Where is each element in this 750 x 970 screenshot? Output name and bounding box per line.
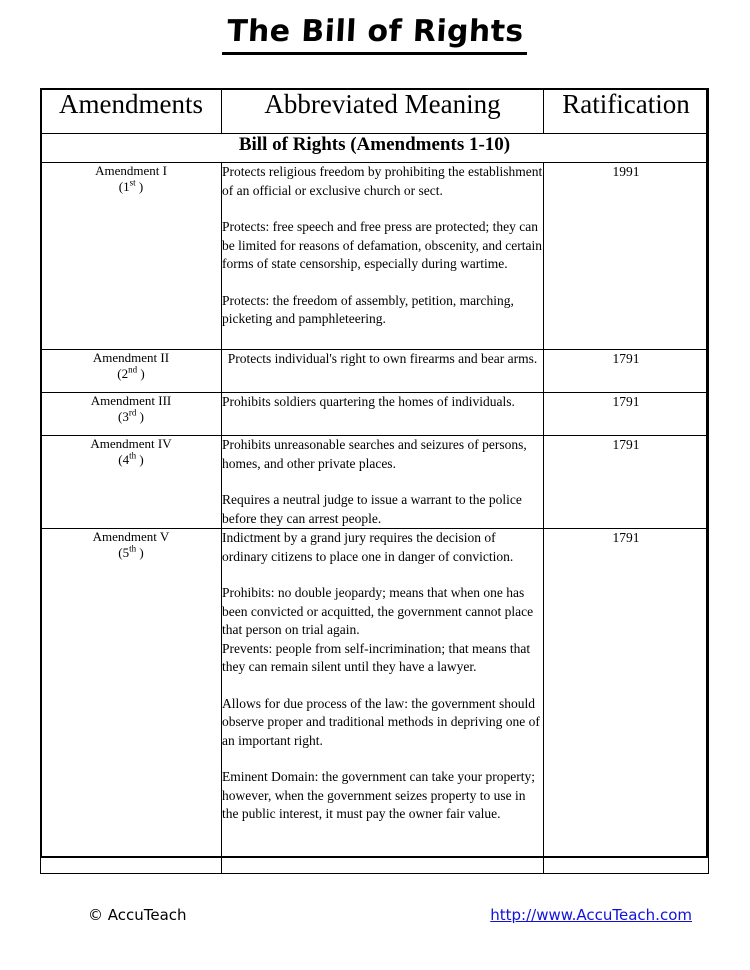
amendment-meaning-2: [222, 350, 544, 393]
banner-bill-of-rights: Bill of Rights (Amendments 1-10): [41, 134, 709, 163]
meaning-paragraph: Protects: free speech and free press are protected; they can be limited for reasons of defamation, obscenity, and certain forms of state censorship, especially during wartime.: [222, 219, 543, 271]
meaning-paragraph: Eminent Domain: the government can take your property; however, when the government seizes property to use in the public interest, it must pay the owner fair value.: [222, 769, 536, 821]
table-header-row: [41, 89, 709, 134]
column-header-ratification: Ratification: [544, 89, 709, 134]
amendment-name: Amendment IV: [90, 436, 172, 451]
meaning-paragraph: Protects religious freedom by prohibiting the establishment of an official or exclusive church or sect.: [222, 164, 543, 198]
meaning-paragraph: Allows for due process of the law: the government should observe proper and traditional methods in depriving one of an important right.: [222, 695, 540, 748]
amendment-ordinal: (2nd ): [117, 364, 145, 381]
amendment-meaning-3: [222, 393, 544, 436]
ratification-year-2: 1791: [544, 350, 709, 393]
meaning-paragraph: Protects: the freedom of assembly, petition, marching, picketing and pamphleteering.: [222, 292, 514, 326]
meaning-paragraph: Prevents: people from self-incrimination; that means that they can remain silent until they have a lawyer.: [222, 640, 531, 674]
amendment-label-2: [41, 350, 222, 393]
amendment-label-1: [41, 163, 222, 350]
page-footer: [0, 902, 750, 934]
table-row: [41, 393, 709, 436]
ratification-year-4: 1791: [544, 436, 709, 529]
bill-of-rights-table: [40, 88, 709, 874]
table-banner-row: [41, 134, 709, 163]
meaning-paragraph: Indictment by a grand jury requires the decision of ordinary citizens to place one in danger of conviction.: [222, 530, 514, 564]
table-row: [41, 350, 709, 393]
table-row: [41, 163, 709, 350]
amendment-label-3: [41, 393, 222, 436]
ratification-year-1: 1991: [544, 163, 709, 350]
ratification-year-3: 1791: [544, 393, 709, 436]
column-header-meaning: Abbreviated Meaning: [222, 89, 544, 134]
table-row: [41, 436, 709, 529]
meaning-paragraph: Prohibits: no double jeopardy; means that when one has been convicted or acquitted, the government cannot place that person on trial again.: [222, 585, 534, 637]
table-row: [41, 529, 709, 874]
amendment-name: Amendment II: [92, 350, 170, 365]
amendment-meaning-4: [222, 436, 544, 529]
amendment-ordinal: (4th ): [118, 450, 144, 467]
amendment-meaning-1: [222, 163, 544, 350]
page-title-text: The Bill of Rights: [222, 14, 529, 55]
amendment-meaning-5: [222, 529, 544, 874]
ratification-year-5: 1791: [544, 529, 709, 874]
amendment-ordinal: (5th ): [118, 543, 144, 560]
meaning-paragraph: Protects individual's right to own firearms and bear arms.: [227, 351, 538, 366]
amendment-name: Amendment V: [92, 529, 170, 544]
accuteach-website-link[interactable]: http://www.AccuTeach.com: [490, 906, 692, 924]
amendment-name: Amendment III: [90, 393, 172, 408]
amendment-name: Amendment I: [95, 163, 167, 178]
meaning-paragraph: Requires a neutral judge to issue a warrant to the police before they can arrest people.: [222, 492, 522, 526]
amendment-ordinal: (1st ): [118, 177, 144, 194]
meaning-paragraph: Prohibits soldiers quartering the homes of individuals.: [222, 394, 515, 409]
copyright-notice: © AccuTeach: [88, 906, 187, 924]
column-header-amendments: Amendments: [41, 89, 222, 134]
amendment-label-5: [41, 529, 222, 874]
amendment-ordinal: (3rd ): [118, 407, 144, 424]
meaning-paragraph: Prohibits unreasonable searches and seizures of persons, homes, and other private places.: [222, 437, 527, 471]
page-title: [0, 14, 750, 55]
amendment-label-4: [41, 436, 222, 529]
